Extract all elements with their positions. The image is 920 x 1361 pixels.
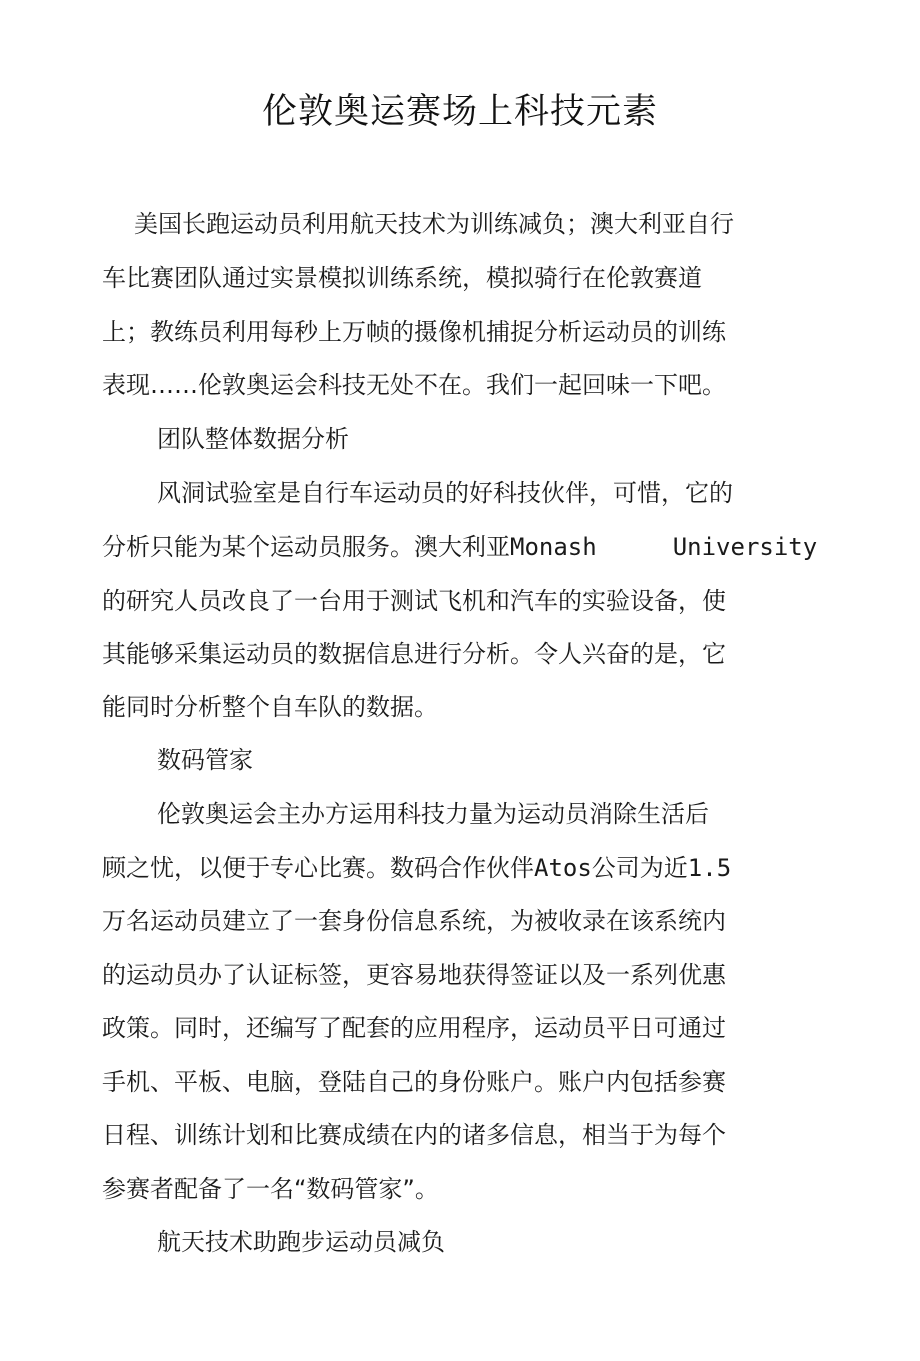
section-heading-aerospace-tech: 航天技术助跑步运动员减负 [157, 1228, 445, 1256]
para1-line-3: 上；教练员利用每秒上万帧的摄像机捕捉分析运动员的训练 [102, 318, 726, 346]
section-heading-team-data: 团队整体数据分析 [157, 425, 349, 453]
para3-line-2-mid: 公司为近 [591, 854, 688, 882]
para2-line-4: 其能够采集运动员的数据信息进行分析。令人兴奋的是，它 [102, 640, 726, 668]
para1-line-2: 车比赛团队通过实景模拟训练系统，模拟骑行在伦敦赛道 [102, 264, 702, 292]
document-title: 伦敦奥运赛场上科技元素 [261, 92, 658, 132]
para3-line-2 [102, 853, 731, 883]
para2-line-5: 能同时分析整个自车队的数据。 [102, 693, 438, 721]
para1-line-4: 表现……伦敦奥运会科技无处不在。我们一起回味一下吧。 [102, 371, 726, 399]
university-name-word-2: University [672, 533, 818, 561]
para2-line-1: 风洞试验室是自行车运动员的好科技伙伴，可惜，它的 [157, 479, 733, 507]
university-name-word-1: Monash [510, 533, 597, 561]
para3-line-4: 的运动员办了认证标签，更容易地获得签证以及一系列优惠 [102, 961, 726, 989]
para1-line-1: 美国长跑运动员利用航天技术为训练减负；澳大利亚自行 [134, 210, 734, 238]
para3-line-3: 万名运动员建立了一套身份信息系统，为被收录在该系统内 [102, 907, 726, 935]
athlete-count-number: 1.5 [687, 854, 732, 882]
para3-line-6: 手机、平板、电脑，登陆自己的身份账户。账户内包括参赛 [102, 1068, 726, 1096]
para2-line-3: 的研究人员改良了一台用于测试飞机和汽车的实验设备，使 [102, 587, 726, 615]
company-name: Atos [534, 854, 592, 882]
para3-line-7: 日程、训练计划和比赛成绩在内的诸多信息，相当于为每个 [102, 1121, 726, 1149]
section-heading-digital-butler: 数码管家 [157, 746, 253, 774]
para3-line-8: 参赛者配备了一名“数码管家”。 [102, 1175, 439, 1203]
para3-line-2-text: 顾之忧，以便于专心比赛。数码合作伙伴 [102, 854, 534, 882]
para2-line-2 [102, 532, 817, 562]
para3-line-1: 伦敦奥运会主办方运用科技力量为运动员消除生活后 [157, 800, 709, 828]
para3-line-5: 政策。同时，还编写了配套的应用程序，运动员平日可通过 [102, 1014, 726, 1042]
para2-line-2-text: 分析只能为某个运动员服务。澳大利亚 [102, 533, 510, 561]
